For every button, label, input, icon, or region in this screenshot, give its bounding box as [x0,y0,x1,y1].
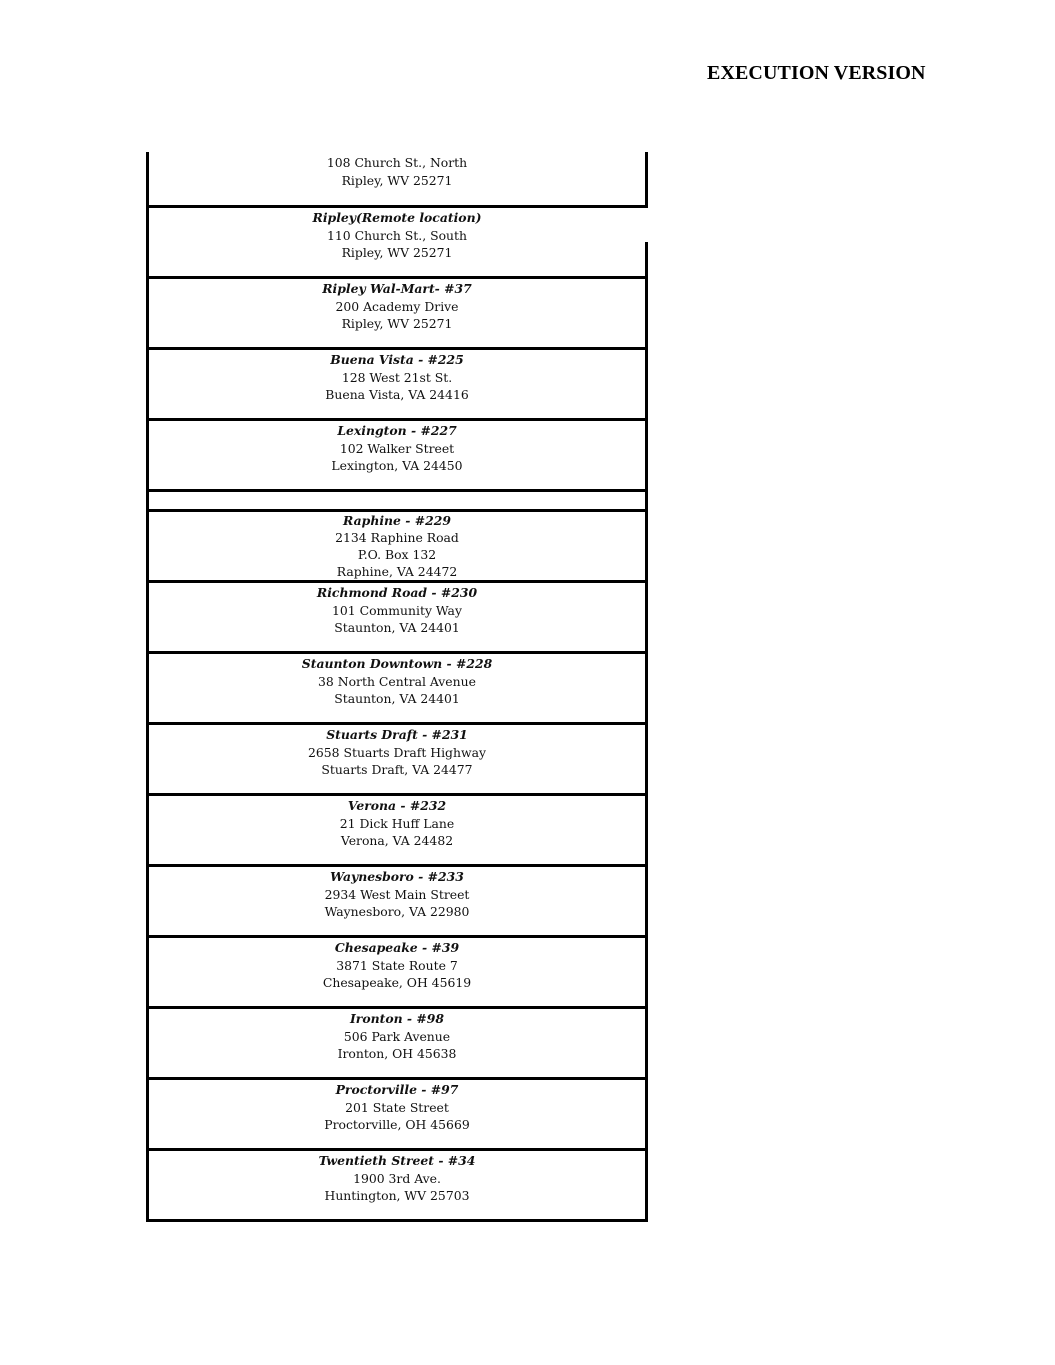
table-border-left [146,654,149,725]
location-name: Proctorville - #97 [335,1082,459,1097]
table-border-left [146,350,149,421]
location-name: Stuarts Draft - #231 [326,727,468,742]
table-border-right [645,152,648,208]
address-line: Ripley, WV 25271 [341,316,453,331]
table-border-left [146,867,149,938]
location-row [146,1151,648,1222]
table-border-left [146,583,149,654]
location-name: Verona - #232 [347,798,447,813]
address-line: 3871 State Route 7 [336,957,458,973]
table-border-right [645,421,648,492]
table-border-left [146,938,149,1009]
address-line: Huntington, WV 25703 [324,1188,470,1203]
table-border-left [146,208,149,279]
table-border-left [146,1151,149,1222]
address-line: 2134 Raphine Road [335,530,459,545]
location-name: Waynesboro - #233 [330,869,464,884]
address-line: 102 Walker Street [339,440,455,456]
location-name: Ripley Wal-Mart- #37 [322,281,472,296]
table-border-left [146,152,149,208]
table-border-right [645,725,648,796]
location-row [146,796,648,867]
table-border-left [146,796,149,867]
table-border-left [146,1009,149,1080]
location-row [146,492,648,512]
location-row [146,654,648,725]
address-line: Ripley, WV 25271 [341,172,453,188]
location-row [146,279,648,350]
location-name: Richmond Road - #230 [316,585,478,600]
location-row [146,1080,648,1151]
table-border-left [146,1080,149,1151]
location-name: Ripley(Remote location) [312,210,482,225]
address-line: Staunton, VA 24401 [334,620,460,635]
address-line: P.O. Box 132 [357,547,437,562]
address-line: Raphine, VA 24472 [336,564,458,579]
table-border-right [645,1080,648,1151]
address-line: 201 State Street [345,1099,449,1115]
location-row [146,725,648,796]
table-border-right [645,1151,648,1222]
location-name: Chesapeake - #39 [334,940,460,955]
location-row [146,350,648,421]
table-border-left [146,512,149,583]
address-line: Stuarts Draft, VA 24477 [321,762,473,777]
location-row [146,152,648,208]
table-border-right [645,1009,648,1080]
address-line: 200 Academy Drive [335,298,459,314]
location-row [146,512,648,583]
address-line: Lexington, VA 24450 [331,458,463,473]
table-border-right [645,867,648,938]
address-line: Waynesboro, VA 22980 [324,904,470,919]
location-row [146,208,648,279]
location-row [146,421,648,492]
location-name: Staunton Downtown - #228 [301,656,493,671]
address-line: Ironton, OH 45638 [337,1046,457,1061]
address-line: Ripley, WV 25271 [341,245,453,260]
table-border-right [645,350,648,421]
address-line: 1900 3rd Ave. [353,1170,441,1186]
address-line: Chesapeake, OH 45619 [322,975,472,990]
location-row [146,583,648,654]
location-name: Twentieth Street - #34 [318,1153,476,1168]
address-line: Verona, VA 24482 [340,833,454,848]
table-border-right [645,654,648,725]
location-row [146,1009,648,1080]
table-border-left [146,279,149,350]
location-name: Raphine - #229 [343,513,451,528]
locations-table [146,152,648,1222]
address-line: 2658 Stuarts Draft Highway [308,744,486,760]
address-line: Proctorville, OH 45669 [324,1117,470,1132]
table-border-right [645,279,648,350]
address-line: 110 Church St., South [327,227,467,243]
address-line: 21 Dick Huff Lane [339,815,455,831]
address-line: 38 North Central Avenue [318,673,476,689]
table-border-left [146,421,149,492]
table-border-right [645,242,648,279]
location-row [146,938,648,1009]
address-line: 2934 West Main Street [324,886,470,902]
address-line: 108 Church St., North [326,155,468,170]
location-row [146,867,648,938]
table-border-bottom [146,1219,648,1222]
table-border-right [645,938,648,1009]
address-line: 506 Park Avenue [343,1028,451,1044]
table-border-left [146,725,149,796]
location-name: Ironton - #98 [350,1011,444,1026]
address-line: Staunton, VA 24401 [334,691,460,706]
address-line: 128 West 21st St. [341,369,453,385]
address-line: 101 Community Way [332,602,462,618]
table-border-right [645,583,648,654]
document-header: EXECUTION VERSION [707,62,926,84]
location-name: Buena Vista - #225 [330,352,464,367]
table-border-right [645,512,648,583]
location-name: Lexington - #227 [337,423,457,438]
table-border-right [645,796,648,867]
address-line: Buena Vista, VA 24416 [325,387,469,402]
